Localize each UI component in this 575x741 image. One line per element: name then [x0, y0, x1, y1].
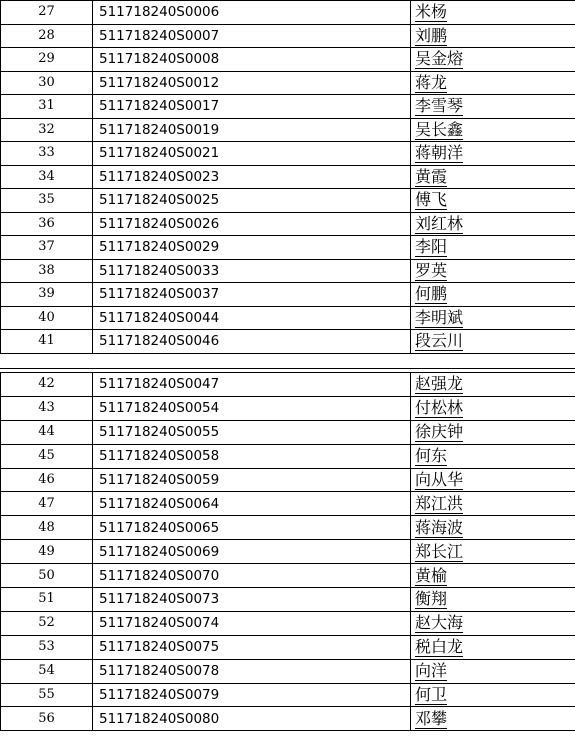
student-name: 税白龙	[415, 637, 464, 657]
student-id-cell: 511718240S0065	[93, 516, 411, 540]
table-row	[1, 236, 575, 260]
row-number-cell: 43	[1, 396, 93, 420]
student-id-cell: 511718240S0074	[93, 611, 411, 635]
student-name-cell	[411, 259, 575, 283]
student-name: 罗英	[415, 260, 448, 280]
row-number-cell: 45	[1, 444, 93, 468]
student-id-cell: 511718240S0021	[93, 142, 411, 166]
row-number-cell: 47	[1, 492, 93, 516]
student-id-cell: 511718240S0055	[93, 420, 411, 444]
table-row	[1, 189, 575, 213]
table-row	[1, 259, 575, 283]
row-number-cell: 48	[1, 516, 93, 540]
student-name: 蒋海波	[415, 517, 464, 537]
student-table-top	[0, 0, 575, 354]
table-body-bottom	[1, 373, 575, 731]
table-row	[1, 24, 575, 48]
row-number-cell: 52	[1, 611, 93, 635]
student-name-cell	[411, 635, 575, 659]
row-number-cell: 39	[1, 283, 93, 307]
student-name: 何东	[415, 446, 448, 466]
row-number-cell: 33	[1, 142, 93, 166]
student-name: 吴金熔	[415, 49, 464, 69]
student-id-cell: 511718240S0080	[93, 707, 411, 731]
table-row	[1, 396, 575, 420]
row-number-cell: 46	[1, 468, 93, 492]
table-row	[1, 48, 575, 72]
table-row	[1, 516, 575, 540]
student-id-cell: 511718240S0026	[93, 212, 411, 236]
student-name-cell	[411, 95, 575, 119]
student-name: 李雪琴	[415, 96, 464, 116]
table-row	[1, 306, 575, 330]
student-id-cell: 511718240S0012	[93, 71, 411, 95]
student-id-cell: 511718240S0017	[93, 95, 411, 119]
student-name: 黄榆	[415, 565, 448, 585]
student-name: 向洋	[415, 661, 448, 681]
student-name: 刘红林	[415, 213, 464, 233]
row-number-cell: 35	[1, 189, 93, 213]
student-name: 郑江洪	[415, 493, 464, 513]
student-name-cell	[411, 330, 575, 354]
student-id-cell: 511718240S0044	[93, 306, 411, 330]
student-name-cell	[411, 306, 575, 330]
student-id-cell: 511718240S0047	[93, 373, 411, 397]
table-row	[1, 468, 575, 492]
student-id-cell: 511718240S0079	[93, 683, 411, 707]
student-name-cell	[411, 1, 575, 25]
row-number-cell: 32	[1, 118, 93, 142]
table-row	[1, 659, 575, 683]
row-number-cell: 42	[1, 373, 93, 397]
table-row	[1, 212, 575, 236]
student-id-cell: 511718240S0008	[93, 48, 411, 72]
table-row	[1, 118, 575, 142]
student-name-cell	[411, 683, 575, 707]
student-name-cell	[411, 659, 575, 683]
student-id-cell: 511718240S0058	[93, 444, 411, 468]
table-row	[1, 165, 575, 189]
student-name: 郑长江	[415, 541, 464, 561]
table-row	[1, 71, 575, 95]
student-id-cell: 511718240S0007	[93, 24, 411, 48]
student-table	[0, 0, 575, 354]
student-name: 李明斌	[415, 307, 464, 327]
table-row	[1, 373, 575, 397]
table-row	[1, 588, 575, 612]
student-name-cell	[411, 236, 575, 260]
student-id-cell: 511718240S0078	[93, 659, 411, 683]
table-row	[1, 707, 575, 731]
row-number-cell: 53	[1, 635, 93, 659]
table-row	[1, 564, 575, 588]
row-number-cell: 30	[1, 71, 93, 95]
table-row	[1, 635, 575, 659]
table-row	[1, 1, 575, 25]
row-number-cell: 40	[1, 306, 93, 330]
row-number-cell: 50	[1, 564, 93, 588]
student-name: 徐庆钟	[415, 422, 464, 442]
row-number-cell: 56	[1, 707, 93, 731]
table-row	[1, 142, 575, 166]
table-row	[1, 95, 575, 119]
student-name-cell	[411, 588, 575, 612]
student-id-cell: 511718240S0023	[93, 165, 411, 189]
student-id-cell: 511718240S0064	[93, 492, 411, 516]
student-name: 向从华	[415, 470, 464, 489]
table-row	[1, 683, 575, 707]
row-number-cell: 41	[1, 330, 93, 354]
row-number-cell: 28	[1, 24, 93, 48]
student-name-cell	[411, 516, 575, 540]
student-name-cell	[411, 212, 575, 236]
row-number-cell: 37	[1, 236, 93, 260]
student-name: 段云川	[415, 331, 464, 351]
student-name-cell	[411, 165, 575, 189]
student-name-cell	[411, 540, 575, 564]
row-number-cell: 29	[1, 48, 93, 72]
row-number-cell: 31	[1, 95, 93, 119]
student-name: 李阳	[415, 237, 448, 257]
student-name: 蒋朝洋	[415, 143, 464, 163]
student-id-cell: 511718240S0054	[93, 396, 411, 420]
student-id-cell: 511718240S0075	[93, 635, 411, 659]
student-name: 衡翔	[415, 589, 448, 609]
student-name: 蒋龙	[415, 72, 448, 92]
student-table-bottom	[0, 372, 575, 731]
student-id-cell: 511718240S0069	[93, 540, 411, 564]
table-row	[1, 540, 575, 564]
table-row	[1, 283, 575, 307]
student-id-cell: 511718240S0025	[93, 189, 411, 213]
student-name-cell	[411, 283, 575, 307]
student-name-cell	[411, 564, 575, 588]
student-id-cell: 511718240S0046	[93, 330, 411, 354]
table-row	[1, 611, 575, 635]
student-name-cell	[411, 611, 575, 635]
student-id-cell: 511718240S0037	[93, 283, 411, 307]
student-id-cell: 511718240S0059	[93, 468, 411, 492]
student-name: 黄霞	[415, 166, 448, 186]
table-row	[1, 492, 575, 516]
row-number-cell: 51	[1, 588, 93, 612]
table-row	[1, 330, 575, 354]
student-name: 何卫	[415, 685, 448, 705]
student-name: 刘鹏	[415, 25, 448, 45]
student-name: 吴长鑫	[415, 119, 464, 139]
student-name-cell	[411, 48, 575, 72]
student-name-cell	[411, 396, 575, 420]
student-name: 何鹏	[415, 284, 448, 304]
student-name: 赵强龙	[415, 374, 464, 394]
table-body-top	[1, 1, 575, 354]
row-number-cell: 36	[1, 212, 93, 236]
student-id-cell: 511718240S0073	[93, 588, 411, 612]
row-number-cell: 38	[1, 259, 93, 283]
student-id-cell: 511718240S0006	[93, 1, 411, 25]
student-id-cell: 511718240S0019	[93, 118, 411, 142]
student-name-cell	[411, 420, 575, 444]
student-table	[0, 372, 575, 731]
student-name-cell	[411, 444, 575, 468]
student-name-cell	[411, 373, 575, 397]
student-name: 米杨	[415, 2, 448, 22]
student-name-cell	[411, 492, 575, 516]
student-name: 邓攀	[415, 708, 448, 728]
row-number-cell: 34	[1, 165, 93, 189]
student-name-cell	[411, 142, 575, 166]
student-name-cell	[411, 707, 575, 731]
student-id-cell: 511718240S0070	[93, 564, 411, 588]
student-name-cell	[411, 24, 575, 48]
student-name-cell	[411, 468, 575, 492]
row-number-cell: 54	[1, 659, 93, 683]
table-row	[1, 444, 575, 468]
row-number-cell: 44	[1, 420, 93, 444]
row-number-cell: 49	[1, 540, 93, 564]
student-name-cell	[411, 189, 575, 213]
student-name-cell	[411, 71, 575, 95]
row-number-cell: 55	[1, 683, 93, 707]
table-row	[1, 420, 575, 444]
row-number-cell: 27	[1, 1, 93, 25]
student-name: 付松林	[415, 398, 464, 418]
student-name: 赵大海	[415, 613, 464, 633]
student-id-cell: 511718240S0029	[93, 236, 411, 260]
student-id-cell: 511718240S0033	[93, 259, 411, 283]
student-name: 傅飞	[415, 190, 448, 210]
student-name-cell	[411, 118, 575, 142]
